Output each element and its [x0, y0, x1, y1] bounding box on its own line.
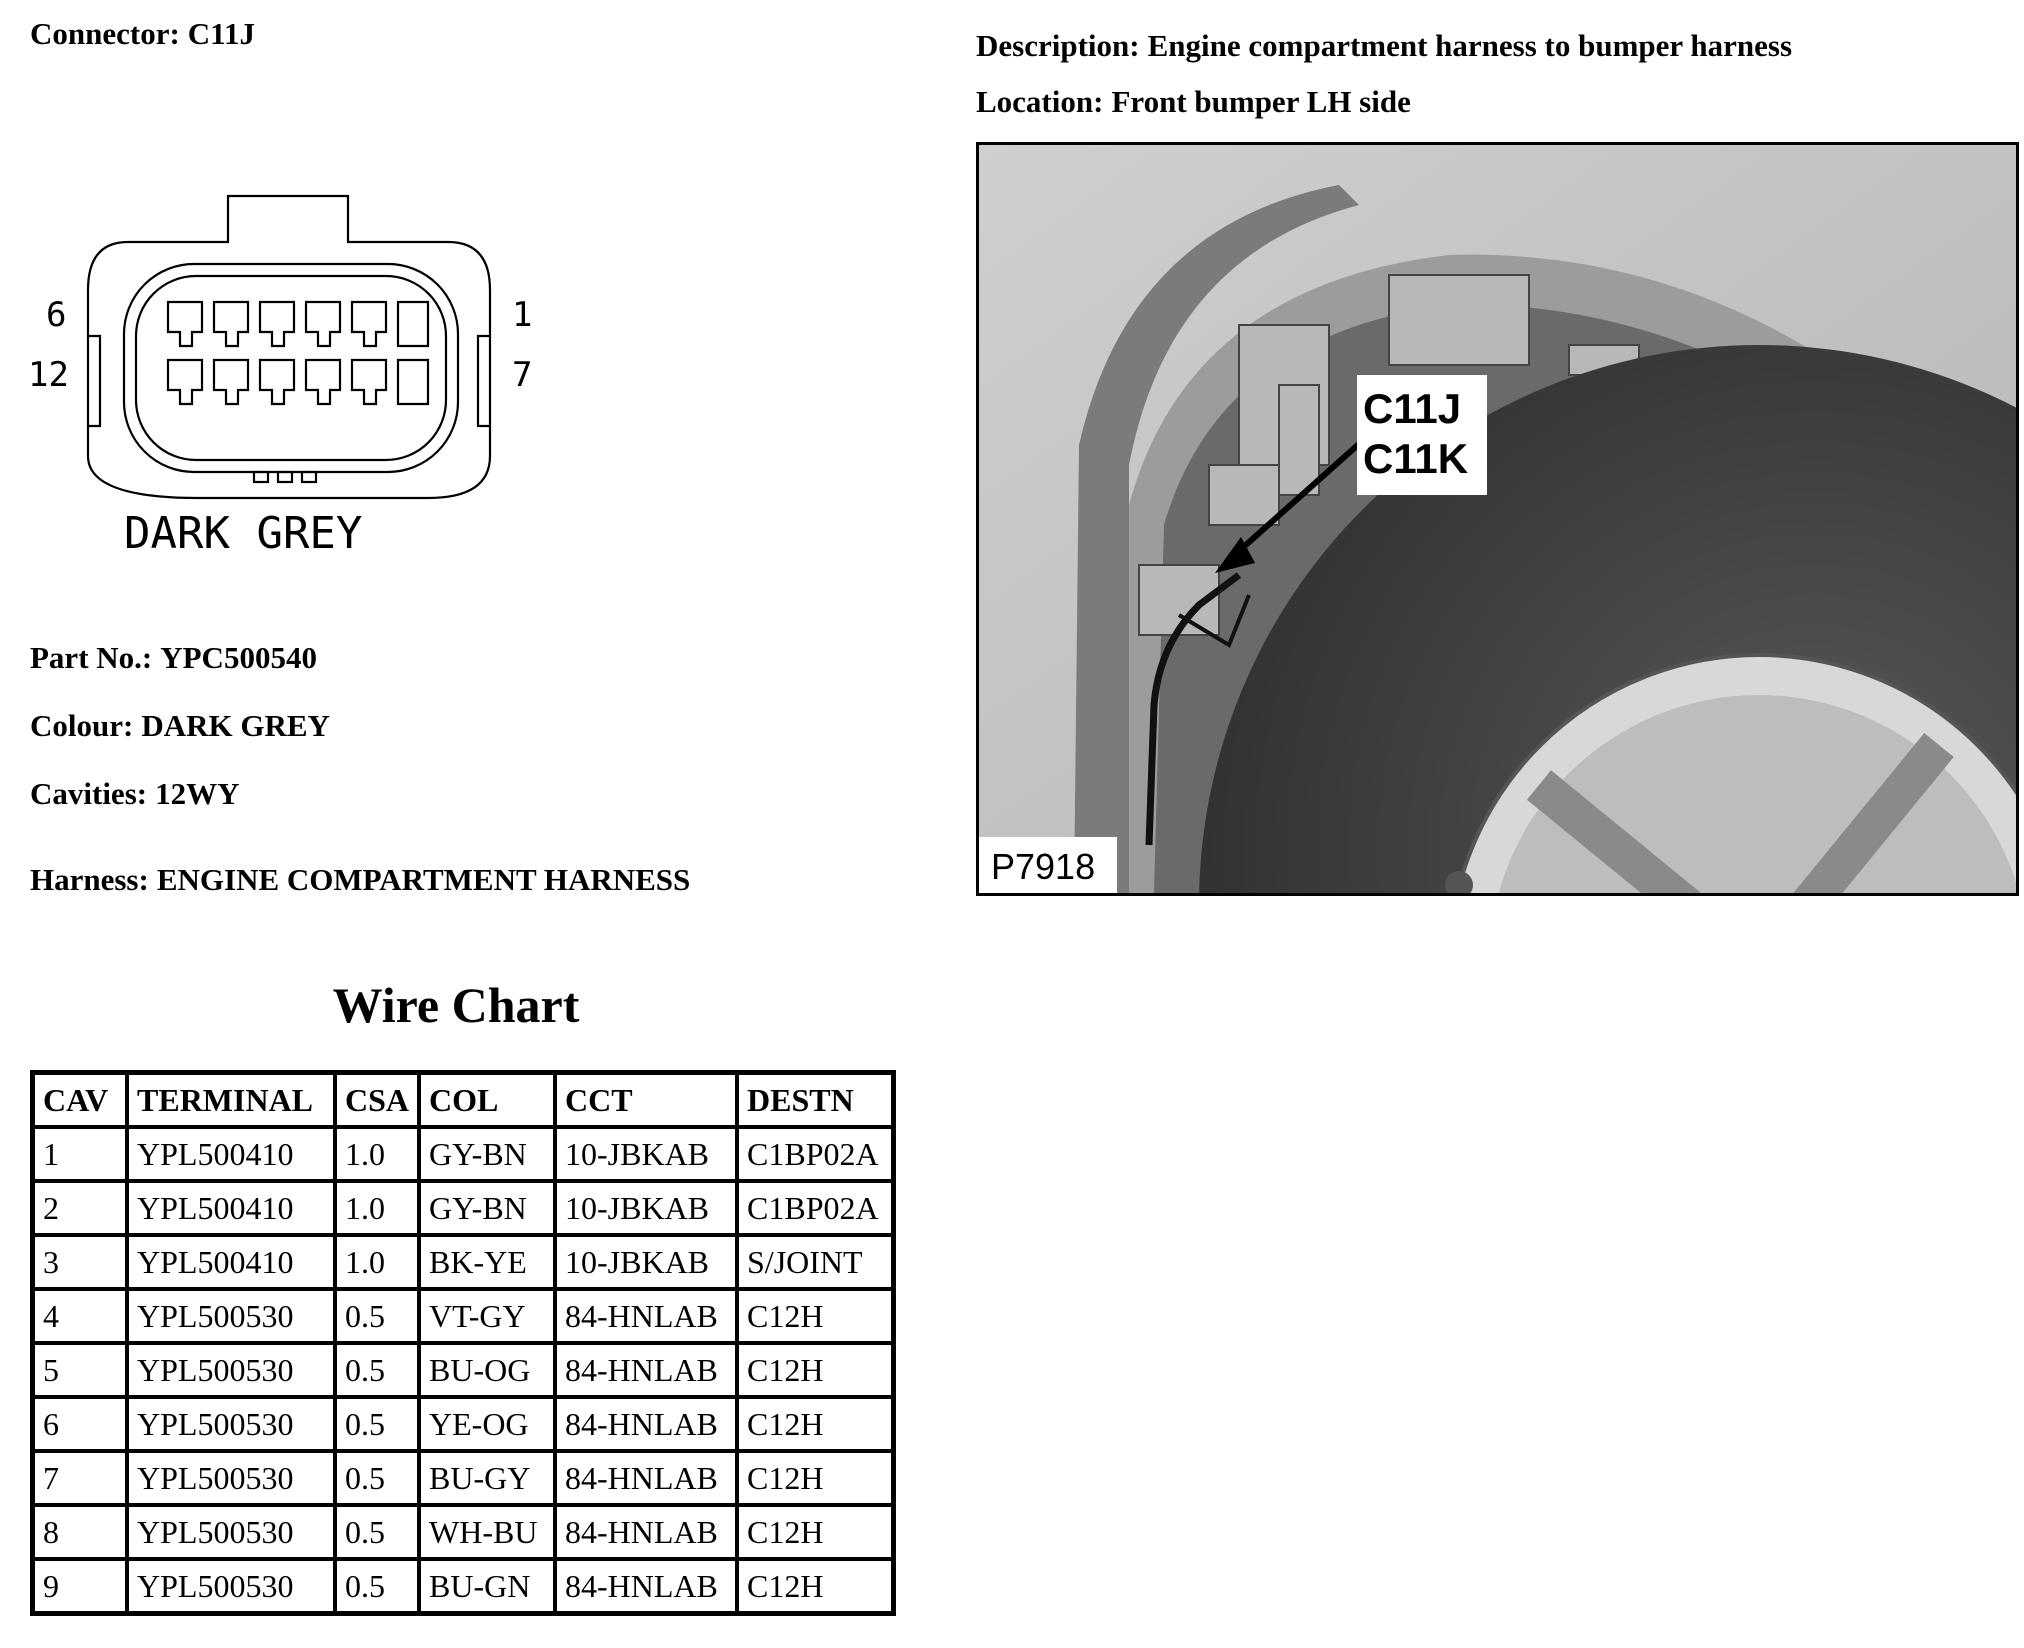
harness-label: Harness: — [30, 862, 149, 897]
cell-csa: 0.5 — [335, 1343, 419, 1397]
cell-terminal: YPL500530 — [127, 1559, 335, 1614]
connector-diagram — [28, 186, 548, 566]
connector-value: C11J — [187, 16, 255, 51]
cell-cav: 8 — [33, 1505, 128, 1559]
colour-field — [30, 708, 330, 744]
colour-value: DARK GREY — [141, 708, 330, 743]
table-row — [33, 1181, 894, 1235]
wire-chart-table — [30, 1070, 896, 1616]
cell-terminal: YPL500410 — [127, 1127, 335, 1181]
part-number-field — [30, 640, 317, 676]
header-cav: CAV — [33, 1073, 128, 1128]
cell-csa: 0.5 — [335, 1451, 419, 1505]
header-csa: CSA — [335, 1073, 419, 1128]
cell-cav: 7 — [33, 1451, 128, 1505]
table-row — [33, 1343, 894, 1397]
table-row — [33, 1505, 894, 1559]
cell-cav: 5 — [33, 1343, 128, 1397]
cell-csa: 1.0 — [335, 1181, 419, 1235]
cell-terminal: YPL500530 — [127, 1451, 335, 1505]
cell-terminal: YPL500530 — [127, 1505, 335, 1559]
cell-destn: C12H — [737, 1451, 894, 1505]
cell-col: BU-OG — [419, 1343, 555, 1397]
description-value: Engine compartment harness to bumper harness — [1147, 28, 1793, 63]
cell-cav: 9 — [33, 1559, 128, 1614]
cell-col: GY-BN — [419, 1127, 555, 1181]
cell-cav: 4 — [33, 1289, 128, 1343]
part-number-label: Part No.: — [30, 640, 153, 675]
location-value: Front bumper LH side — [1111, 84, 1411, 119]
cell-col: BU-GN — [419, 1559, 555, 1614]
cell-terminal: YPL500410 — [127, 1181, 335, 1235]
cavity-row-bottom — [168, 360, 428, 404]
connector-label: Connector: — [30, 16, 180, 51]
cavities-value: 12WY — [155, 776, 240, 811]
table-row — [33, 1127, 894, 1181]
harness-value: ENGINE COMPARTMENT HARNESS — [156, 862, 691, 897]
cell-csa: 0.5 — [335, 1559, 419, 1614]
connector-colour-caption: DARK GREY — [124, 508, 363, 559]
connector-field — [30, 16, 255, 52]
cell-cct: 84-HNLAB — [555, 1397, 737, 1451]
table-row — [33, 1397, 894, 1451]
cell-cct: 84-HNLAB — [555, 1559, 737, 1614]
description-label: Description: — [976, 28, 1140, 63]
cell-csa: 0.5 — [335, 1505, 419, 1559]
table-header-row — [33, 1073, 894, 1128]
cell-col: WH-BU — [419, 1505, 555, 1559]
cell-cav: 3 — [33, 1235, 128, 1289]
wire-chart-title: Wire Chart — [332, 977, 580, 1033]
cell-cct: 10-JBKAB — [555, 1235, 737, 1289]
cell-cav: 2 — [33, 1181, 128, 1235]
cell-cct: 10-JBKAB — [555, 1181, 737, 1235]
table-row — [33, 1559, 894, 1614]
cell-cct: 84-HNLAB — [555, 1343, 737, 1397]
header-destn: DESTN — [737, 1073, 894, 1128]
cell-destn: C1BP02A — [737, 1181, 894, 1235]
cell-csa: 0.5 — [335, 1289, 419, 1343]
cell-destn: C12H — [737, 1397, 894, 1451]
cell-destn: C12H — [737, 1289, 894, 1343]
cell-col: BK-YE — [419, 1235, 555, 1289]
cell-col: VT-GY — [419, 1289, 555, 1343]
cell-csa: 1.0 — [335, 1235, 419, 1289]
cell-cct: 84-HNLAB — [555, 1451, 737, 1505]
header-cct: CCT — [555, 1073, 737, 1128]
pin-label-1: 1 — [512, 295, 533, 335]
cell-terminal: YPL500410 — [127, 1235, 335, 1289]
callout-c11j: C11J — [1363, 385, 1462, 432]
cell-terminal: YPL500530 — [127, 1397, 335, 1451]
figure-id: P7918 — [991, 846, 1096, 887]
cell-destn: S/JOINT — [737, 1235, 894, 1289]
cell-terminal: YPL500530 — [127, 1289, 335, 1343]
cell-csa: 1.0 — [335, 1127, 419, 1181]
colour-label: Colour: — [30, 708, 134, 743]
header-terminal: TERMINAL — [127, 1073, 335, 1128]
cavities-label: Cavities: — [30, 776, 148, 811]
cell-cct: 84-HNLAB — [555, 1289, 737, 1343]
cell-destn: C1BP02A — [737, 1127, 894, 1181]
cell-cct: 10-JBKAB — [555, 1127, 737, 1181]
harness-field — [30, 862, 690, 898]
location-field — [976, 84, 1411, 120]
description-field — [976, 28, 1792, 64]
callout-c11k: C11K — [1363, 435, 1469, 482]
cavities-field — [30, 776, 239, 812]
cell-csa: 0.5 — [335, 1397, 419, 1451]
cell-destn: C12H — [737, 1343, 894, 1397]
cell-cav: 6 — [33, 1397, 128, 1451]
location-label: Location: — [976, 84, 1104, 119]
cell-cct: 84-HNLAB — [555, 1505, 737, 1559]
cell-terminal: YPL500530 — [127, 1343, 335, 1397]
cell-destn: C12H — [737, 1505, 894, 1559]
header-col: COL — [419, 1073, 555, 1128]
pin-label-12: 12 — [28, 355, 69, 395]
part-number-value: YPC500540 — [160, 640, 317, 675]
pin-label-6: 6 — [46, 295, 67, 335]
cell-destn: C12H — [737, 1559, 894, 1614]
table-row — [33, 1451, 894, 1505]
table-row — [33, 1235, 894, 1289]
cell-col: GY-BN — [419, 1181, 555, 1235]
table-row — [33, 1289, 894, 1343]
cell-col: YE-OG — [419, 1397, 555, 1451]
cell-col: BU-GY — [419, 1451, 555, 1505]
cavity-row-top — [168, 302, 428, 346]
location-photo — [976, 142, 2019, 896]
cell-cav: 1 — [33, 1127, 128, 1181]
pin-label-7: 7 — [512, 355, 533, 395]
